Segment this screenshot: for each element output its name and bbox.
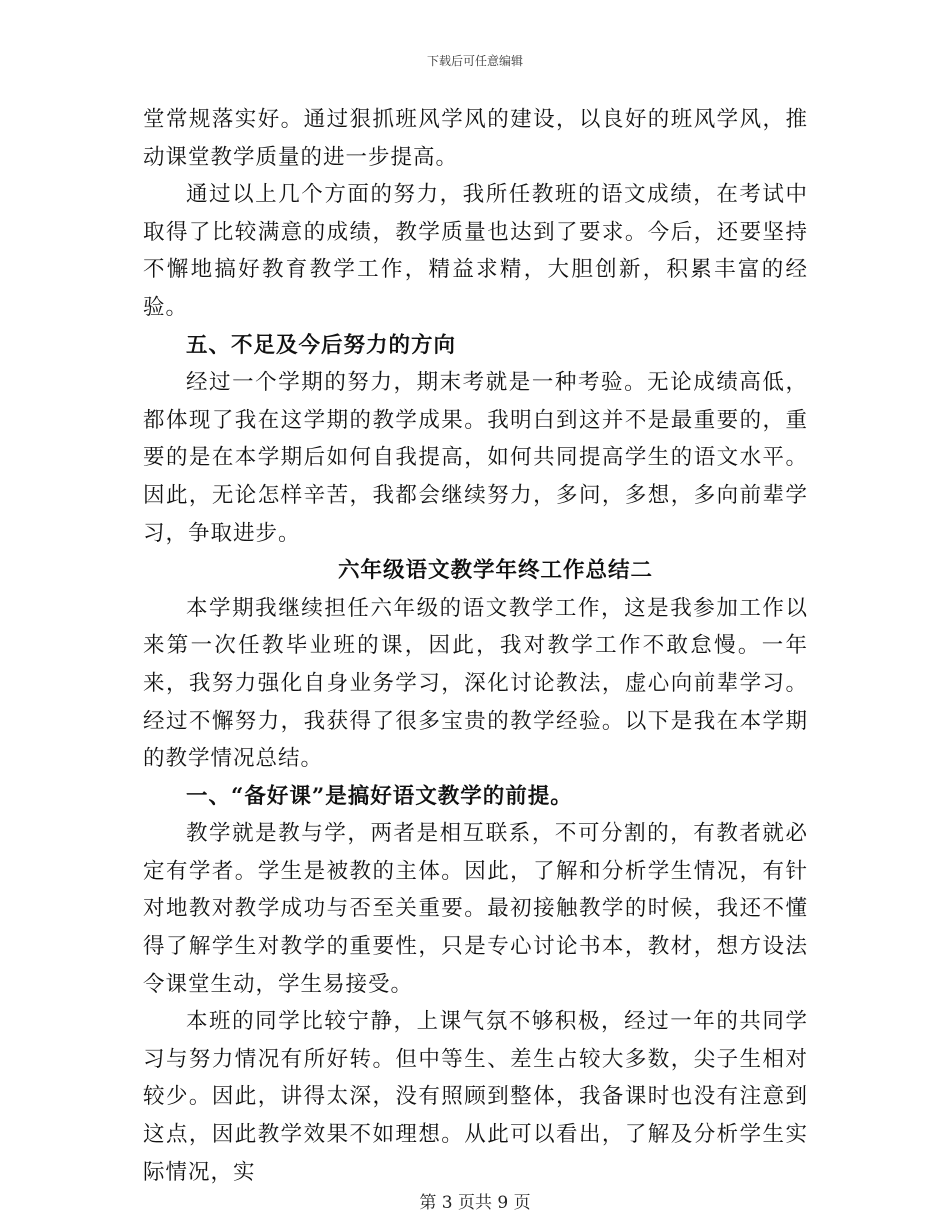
page-footer: 第 3 页共 9 页 bbox=[419, 1193, 531, 1213]
document-body bbox=[143, 101, 808, 1191]
paragraph: 经过一个学期的努力，期末考就是一种考验。无论成绩高低，都体现了我在这学期的教学成果。我明白到这并不是最重要的，重要的是在本学期后如何自我提高，如何共同提高学生的语文水平。因此，无论怎样辛苦，我都会继续努力，多问，多想，多向前辈学习，争取进步。 bbox=[143, 370, 808, 546]
document-title: 六年级语文教学年终工作总结二 bbox=[337, 558, 653, 584]
page-header: 下载后可任意编辑 bbox=[426, 54, 523, 68]
paragraph: 本班的同学比较宁静，上课气氛不够积极，经过一年的共同学习与努力情况有所好转。但中等生、差生占较大多数，尖子生相对较少。因此，讲得太深，没有照顾到整体，我备课时也没有注意到这点，因此教学效果不如理想。从此可以看出，了解及分析学生实际情况，实 bbox=[143, 1009, 808, 1185]
section-heading: 五、不足及今后努力的方向 bbox=[186, 332, 457, 358]
section-heading: 一、“备好课”是搞好语文教学的前提。 bbox=[186, 783, 573, 809]
paragraph: 本学期我继续担任六年级的语文教学工作，这是我参加工作以来第一次任教毕业班的课，因此，我对教学工作不敢怠慢。一年来，我努力强化自身业务学习，深化讨论教法，虚心向前辈学习。经过不懈努力，我获得了很多宝贵的教学经验。以下是我在本学期的教学情况总结。 bbox=[143, 595, 808, 772]
paragraph: 通过以上几个方面的努力，我所任教班的语文成绩，在考试中取得了比较满意的成绩，教学质量也达到了要求。今后，还要坚持不懈地搞好教育教学工作，精益求精，大胆创新，积累丰富的经验。 bbox=[143, 182, 808, 320]
paragraph: 教学就是教与学，两者是相互联系，不可分割的，有教者就必定有学者。学生是被教的主体。因此，了解和分析学生情况，有针对地教对教学成功与否至关重要。最初接触教学的时候，我还不懂得了解学生对教学的重要性，只是专心讨论书本，教材，想方设法令课堂生动，学生易接受。 bbox=[143, 821, 808, 997]
paragraph-continued: 堂常规落实好。通过狠抓班风学风的建设，以良好的班风学风，推动课堂教学质量的进一步提高。 bbox=[143, 107, 808, 170]
